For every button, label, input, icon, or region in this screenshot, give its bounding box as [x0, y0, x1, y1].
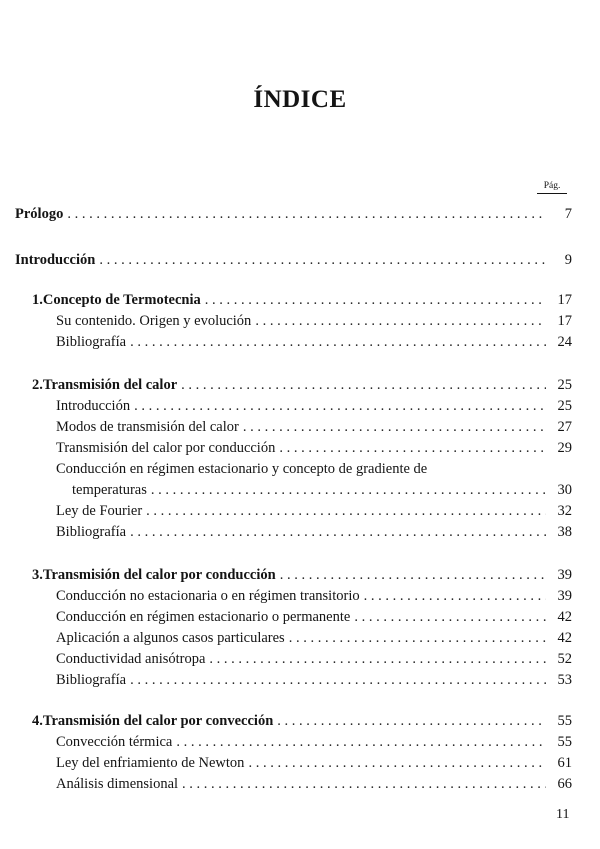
toc-entry — [56, 629, 572, 647]
leader-dots — [99, 251, 546, 269]
toc-entry-page: 52 — [557, 651, 572, 667]
toc-entry-page: 30 — [557, 482, 572, 498]
toc-entry-label: Conducción en régimen estacionario y concepto de gradiente de — [56, 461, 428, 477]
chapter-number: 4. — [32, 713, 43, 729]
toc-entry-label: Transmisión del calor — [42, 377, 178, 393]
toc-entry-page: 38 — [557, 524, 572, 540]
leader-dots — [67, 205, 546, 223]
toc-entry — [56, 754, 572, 772]
toc-entry-label: Conducción no estacionaria o en régimen transitorio — [56, 588, 360, 604]
toc-chapter — [32, 291, 572, 309]
toc-entry-label: Aplicación a algunos casos particulares — [56, 630, 285, 646]
toc-chapter — [32, 376, 572, 394]
leader-dots — [130, 671, 546, 689]
toc-entry — [56, 587, 572, 605]
toc-entry-page: 55 — [557, 734, 572, 750]
toc-entry-page: 61 — [557, 755, 572, 771]
leader-dots — [243, 418, 546, 436]
leader-dots — [151, 481, 546, 499]
toc-entry — [56, 608, 572, 626]
toc-entry-page: 7 — [564, 206, 572, 222]
leader-dots — [146, 502, 546, 520]
toc-entry-page: 25 — [557, 398, 572, 414]
toc-entry-page: 53 — [557, 672, 572, 688]
toc-entry-page: 17 — [557, 292, 572, 308]
page-number: 11 — [556, 807, 570, 822]
leader-dots — [176, 733, 546, 751]
leader-dots — [277, 712, 546, 730]
toc-entry-label: Ley del enfriamiento de Newton — [56, 755, 245, 771]
chapter-number: 2. — [32, 377, 43, 393]
toc-entry — [56, 312, 572, 330]
leader-dots — [181, 376, 546, 394]
toc-entry-page: 39 — [557, 567, 572, 583]
toc-entry-label: Prólogo — [15, 206, 64, 222]
toc-entry — [15, 205, 572, 223]
leader-dots — [280, 566, 546, 584]
toc-entry-page: 66 — [557, 776, 572, 792]
toc-entry — [72, 481, 572, 499]
toc-entry-page: 9 — [564, 252, 572, 268]
toc-entry-label: Transmisión del calor por convección — [42, 713, 274, 729]
leader-dots — [205, 291, 546, 309]
toc-entry — [15, 251, 572, 269]
toc-entry-label: Bibliografía — [56, 672, 127, 688]
toc-entry — [56, 397, 572, 415]
toc-entry-label: Introducción — [56, 398, 131, 414]
page-title: ÍNDICE — [253, 86, 347, 113]
toc-entry-page: 25 — [557, 377, 572, 393]
toc-entry-label: Modos de transmisión del calor — [56, 419, 239, 435]
toc-entry — [56, 333, 572, 351]
toc-entry — [56, 502, 572, 520]
page-column-label: Pág. — [537, 181, 567, 194]
toc-entry — [56, 418, 572, 436]
toc-entry — [56, 775, 572, 793]
chapter-number: 1. — [32, 292, 43, 308]
toc-entry-label: Concepto de Termotecnia — [42, 292, 201, 308]
toc-entry-label: Su contenido. Origen y evolución — [56, 313, 252, 329]
leader-dots — [209, 650, 546, 668]
leader-dots — [279, 439, 546, 457]
toc-entry — [56, 439, 572, 457]
toc-entry-page: 32 — [557, 503, 572, 519]
toc-entry — [56, 671, 572, 689]
chapter-number: 3. — [32, 567, 43, 583]
toc-chapter — [32, 566, 572, 584]
toc-entry-label: Transmisión del calor por conducción — [42, 567, 276, 583]
toc-entry — [56, 733, 572, 751]
leader-dots — [134, 397, 546, 415]
toc-entry-label: Conducción en régimen estacionario o permanente — [56, 609, 351, 625]
toc-entry-label: Ley de Fourier — [56, 503, 143, 519]
toc-entry-label: Transmisión del calor por conducción — [56, 440, 276, 456]
leader-dots — [182, 775, 546, 793]
toc-entry — [56, 523, 572, 541]
toc-entry-label: Conductividad anisótropa — [56, 651, 206, 667]
toc-entry-page: 42 — [557, 609, 572, 625]
toc-entry-label: Introducción — [15, 252, 96, 268]
toc-entry-label: Convección térmica — [56, 734, 173, 750]
toc-entry-page: 17 — [557, 313, 572, 329]
toc-entry-label: Bibliografía — [56, 334, 127, 350]
toc-entry-page: 27 — [557, 419, 572, 435]
toc-chapter — [32, 712, 572, 730]
toc-entry-page: 29 — [557, 440, 572, 456]
leader-dots — [130, 333, 546, 351]
leader-dots — [289, 629, 546, 647]
toc-entry-page: 55 — [557, 713, 572, 729]
toc-entry-page: 39 — [557, 588, 572, 604]
toc-entry-page: 24 — [557, 334, 572, 350]
toc-entry-label: Bibliografía — [56, 524, 127, 540]
leader-dots — [130, 523, 546, 541]
leader-dots — [255, 312, 546, 330]
toc-entry-page: 42 — [557, 630, 572, 646]
toc-entry-label: temperaturas — [72, 482, 147, 498]
leader-dots — [364, 587, 546, 605]
toc-entry-label: Análisis dimensional — [56, 776, 179, 792]
toc-entry — [56, 650, 572, 668]
leader-dots — [248, 754, 546, 772]
leader-dots — [354, 608, 546, 626]
